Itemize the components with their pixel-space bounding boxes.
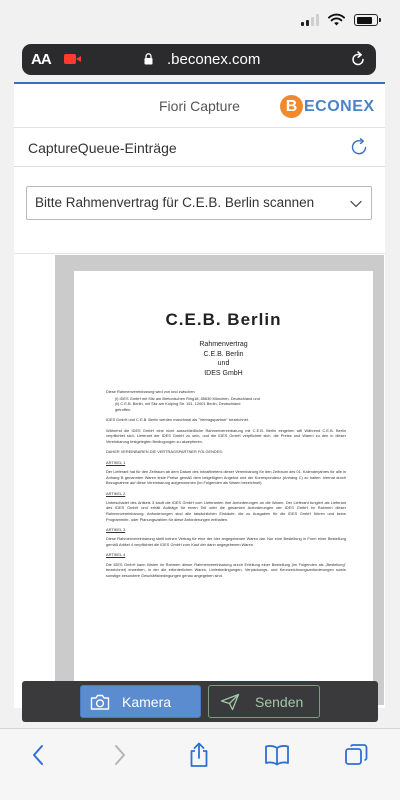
chevron-down-icon[interactable] — [350, 198, 362, 210]
camera-icon — [90, 693, 110, 711]
doc-article-3-text: Diese Rahmenvereinbarung stellt keinen Vertrag für eine der hier angegebenen Waren dar. Nur eine Bestellung in Form einer Bestellung gemäß Artikel 4 verpflichtet die IDES GmbH zum Kauf der darin angegebenen Waren. — [106, 536, 346, 548]
url-text[interactable]: .beconex.com — [167, 51, 261, 68]
status-bar — [0, 0, 400, 42]
forward-icon[interactable] — [106, 742, 132, 768]
send-icon — [220, 693, 240, 711]
signal-icon — [301, 14, 319, 26]
doc-party-end: getroffen. — [115, 406, 132, 412]
action-toolbar — [22, 681, 378, 722]
camera-recording-icon[interactable] — [64, 54, 76, 64]
doc-party-1: (i) IDES GmbH mit Sitz am Bretonischen Ring18, 85630 München, Deutschland und — [115, 395, 260, 401]
reload-icon[interactable] — [350, 51, 366, 67]
lock-icon — [144, 53, 153, 65]
camera-button-label: Kamera — [122, 693, 172, 710]
task-select-value: Bitte Rahmenvertrag für C.E.B. Berlin scannen — [35, 195, 315, 210]
doc-partners: IDES GmbH und C.E.B. Berlin werden manchmal als "Vertragspartner" bezeichnet. — [106, 417, 249, 423]
doc-intro: Diese Rahmenvereinbarung wird von und zwischen — [106, 389, 195, 394]
document-company: C.E.B. Berlin — [165, 310, 282, 329]
beconex-logo — [280, 95, 375, 118]
doc-article-2-text: Unbeschadet des Artikels 3 kauft die IDES GmbH vom Lieferanten ihre Anforderungen an die Waren. Der Lieferant fungiert als Lieferant des IDES GmbH und erhält Aufträge für einen Teil oder die gesamten Anforderungen der IDES GmbH im Rahmen dieser Rahmenvereinbarung. Anforderungen sind alle tatsächlichen Einkäufe, die zu Ausgaben für die IDES GmbH führen und keine Programmier- oder Planungszahlen für diese Anforderungen enthalten. — [106, 499, 346, 522]
heading-line: C.E.B. Berlin — [203, 350, 244, 358]
task-select[interactable] — [26, 186, 372, 220]
text-size-button[interactable]: AA — [31, 51, 51, 68]
doc-article-1-text: Der Lieferant hat für den Zeitraum ab dem Datum des Inkrafttretens dieser Vereinbarung für den Zeitraum des 01. Kalenderjahres für alle in Anhang B genannten Waren feste Preise gemäß dem beigefügten Angebot und der Korrespondenz (Anhang C) zu halten. hiernat durch Bezugnahme auf diese Vereinbarung aufgenommen (im Folgenden als Waren bezeichnet) — [106, 468, 346, 486]
document-page — [74, 271, 373, 701]
refresh-icon[interactable] — [350, 138, 368, 156]
battery-icon — [354, 14, 378, 26]
app-header — [14, 84, 385, 128]
doc-article-2-title: ARTIKEL 2 — [106, 490, 126, 496]
section-title: CaptureQueue-Einträge — [28, 140, 177, 156]
address-bar[interactable] — [22, 44, 376, 75]
send-button-label: Senden — [255, 693, 304, 710]
doc-article-1-title: ARTIKEL 1 — [106, 459, 126, 465]
document-viewer[interactable] — [55, 255, 384, 705]
back-icon[interactable] — [26, 742, 52, 768]
doc-party-2: (ii) C.E.B. Berlin, mit Sitz am Kolping Str. 151, 12001 Berlin, Deutschland — [115, 401, 241, 407]
doc-article-3-title: ARTIKEL 3 — [106, 527, 126, 533]
browser-bottom-bar — [0, 728, 400, 800]
tabs-icon[interactable] — [343, 742, 369, 768]
camera-button[interactable] — [80, 685, 201, 718]
document-body — [106, 389, 346, 583]
doc-article-4-title: ARTIKEL 4 — [106, 552, 126, 558]
logo-mark: B — [280, 95, 303, 118]
doc-while: Während die IDES GmbH eine nicht ausschließliche Rahmenvereinbarung mit C.E.B. Berlin eingehen will Während C.E.B. Berlin verpflichtet sich, Lieferant der IDES GmbH zu sein, und die IDES GmbH verpflichtet sich, die Preise und Waren zu den in dieser Vereinbarung festgelegten Bedingungen zu akzeptieren. — [106, 427, 346, 444]
heading-line: IDES GmbH — [204, 369, 243, 377]
document-heading — [74, 340, 373, 378]
bookmarks-icon[interactable] — [264, 742, 290, 768]
task-select-area — [14, 167, 385, 254]
heading-line: Rahmenvertrag — [199, 341, 248, 348]
share-icon[interactable] — [186, 742, 212, 768]
doc-agreed: DAHER VEREINBAREN DIE VERTRAGSPARTNER FOLGENDES: — [106, 449, 223, 455]
logo-text: ECONEX — [304, 97, 375, 115]
send-button[interactable] — [208, 685, 320, 718]
status-icons — [301, 13, 378, 26]
doc-article-4-text: Die IDES GmbH kann Waren im Rahmen dieser Rahmenvereinbarung durch Erteilung einer Bestellung (im Folgenden als „Bestellung" bezeichnet) erwerben, in der die erforderlichen Waren, Lieferbedingungen, Verpackungs- und Kennzeichnungsanforderungen sowie sonstige besondere Geschäftsbedingungen genau angegeben sind. — [106, 561, 346, 579]
app-title: Fiori Capture — [159, 98, 240, 114]
capture-queue-header — [14, 128, 385, 167]
wifi-icon — [328, 13, 345, 26]
heading-line: und — [217, 360, 230, 367]
